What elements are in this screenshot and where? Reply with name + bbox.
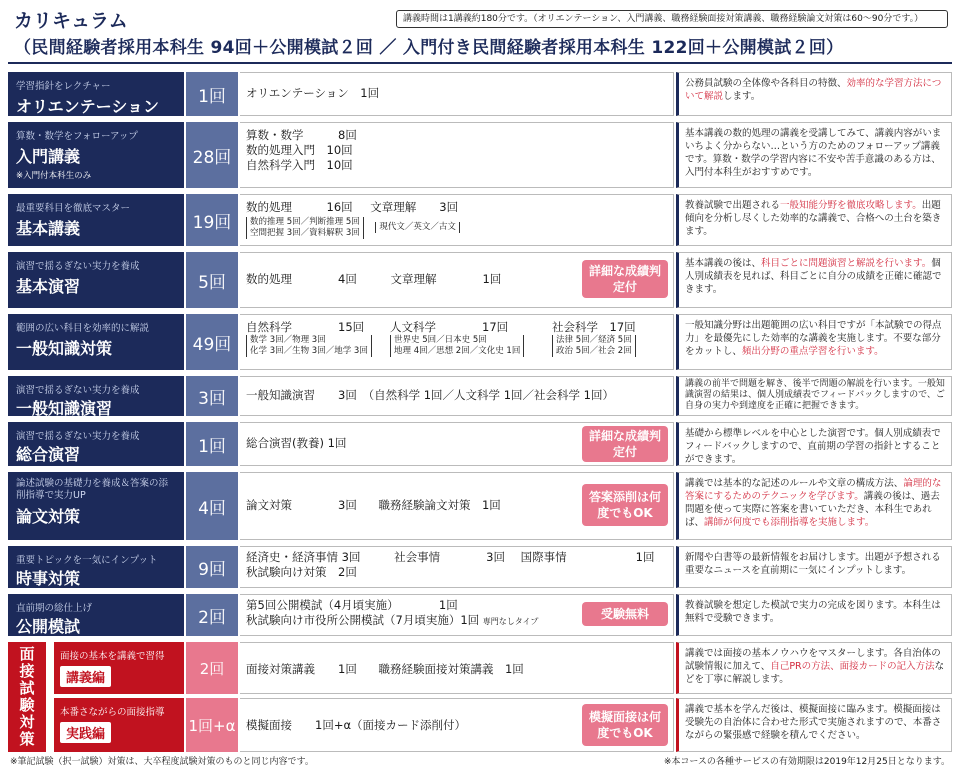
row-name: 論文対策 [16,507,81,526]
row-label [8,122,184,188]
desc-text: 講義では面接の基本ノウハウをマスターします。各自治体の試験情報に加えて、 [685,648,941,672]
row-description: 講義の前半で問題を解き、後半で問題の解説を行います。一般知識演習の結果は、個人別成績表でフィードバックしますので、ご自身の実力や到達度を正確に把握できます。 [676,376,952,416]
content-line [246,662,667,677]
desc-text: などを丁寧に解説します。 [685,661,945,685]
row-intro [8,122,952,188]
subject-column [390,320,524,357]
content-sub [246,217,667,239]
grading-badge: 詳細な成績判定付 [582,426,668,462]
row-content [240,376,674,416]
row-tag: 直前期の総仕上げ [16,603,93,614]
row-description [676,642,952,694]
breakdown-line: 数学 3回／物理 3回 [250,335,326,345]
desc-text: 講義の後は、過去問題を使って実際に答案を書いていただき、本科生であれば、 [685,491,940,528]
row-tag: 面接の基本を講義で習得 [60,651,165,662]
subject-math: 数的処理 4回 [246,272,357,286]
row-count: 1回+α [184,698,238,752]
row-description: 教養試験を想定した模試で実力の完成を図ります。本科生は無料で受験できます。 [676,594,952,636]
content-line: 数的処理入門 10回 [246,143,353,157]
row-description: 基本講義の数的処理の講義を受講してみて、講義内容がいまいちよく分からない…という方のためのフォローアップ講義です。算数・数学の学習内容に不安や苦手意識のある方は、入門付本科生がおすすめです。 [676,122,952,188]
row-label [8,422,184,466]
row-name: 入門講義 [16,147,81,166]
row-count: 1回 [184,72,238,116]
row-description [676,194,952,246]
row-count: 49回 [184,314,238,370]
grading-badge: 詳細な成績判定付 [582,260,668,298]
row-interview-practice [8,698,952,752]
correction-badge: 答案添削は何度でもOK [582,484,668,526]
subject-breakdown [552,335,636,357]
breakdown-line: 法律 5回／経済 5回 [556,335,632,345]
row-comprehensive [8,422,952,466]
subject-reading: 文章理解 3回 [370,200,459,214]
desc-text: します。 [723,91,761,102]
row-label [54,642,184,694]
row-name: 講義編 [60,666,111,687]
desc-highlight: 効率的な学習方法について解説 [685,78,942,102]
row-general-practice [8,376,952,416]
row-content [240,546,674,588]
header-divider [8,62,952,64]
desc-text: 公務員試験の全体像や各科目の特徴、 [685,78,847,89]
subject-essay: 論文対策 3回 [246,498,357,512]
row-count: 1回 [184,422,238,466]
breakdown-line: 数的推理 5回／判断推理 5回 [250,217,360,227]
row-tag: 範囲の広い科目を効率的に解説 [16,323,150,334]
row-label [8,546,184,588]
row-label [8,72,184,116]
row-description [676,472,952,540]
row-tag: 論述試験の基礎力を養成＆答案の添削指導で実力UP [16,478,169,501]
breakdown-line: 政治 5回／社会 2回 [556,346,632,356]
row-name: 実践編 [60,722,111,743]
content-line: 一般知識演習 3回 （自然科学 1回／人文科学 1回／社会科学 1回） [246,388,614,402]
subject-breakdown: 現代文／英文／古文 [375,222,460,233]
row-basic [8,194,952,246]
row-description [676,72,952,116]
subject-interview: 面接対策講義 1回 [246,662,357,676]
content-line: 第5回公開模試（4月頃実施） 1回 [246,598,458,612]
row-content [240,122,674,188]
desc-highlight: 講師が何度でも添削指導を実施します。 [704,517,875,528]
row-content [240,314,674,370]
desc-text: 基本講義の後は、 [685,258,762,269]
row-name: 総合演習 [16,445,81,464]
row-current [8,546,952,588]
row-label [8,376,184,416]
row-tag: 演習で揺るぎない実力を養成 [16,385,140,396]
row-content [240,194,674,246]
subject-math: 数的処理 16回 [246,200,353,214]
row-label [54,698,184,752]
row-label [8,472,184,540]
row-tag: 算数・数学をフォローアップ [16,131,138,142]
row-name: 公開模試 [16,617,81,636]
desc-text: 講義では基本的な記述のルールや文章の構成方法、 [685,478,904,489]
subject-work-essay: 職務経験論文対策 1回 [378,498,501,512]
row-tag: 学習指針をレクチャー [16,81,111,92]
row-count: 3回 [184,376,238,416]
row-interview-lecture [8,642,952,694]
mock-interview-badge: 模擬面接は何度でもOK [582,704,668,746]
row-name: 基本演習 [16,277,81,296]
desc-highlight: 頻出分野の重点学習を行います。 [741,346,884,357]
row-name: オリエンテーション [16,97,160,116]
row-count: 5回 [184,252,238,308]
row-count: 2回 [184,594,238,636]
footer-note-right: ※本コースの各種サービスの有効期限は2019年12月25日となります。 [663,757,950,767]
content-line: 秋試験向け対策 2回 [246,565,357,579]
desc-text: 出題傾向を分析し尽くした効率的な講義で、合格への土台を築きます。 [685,200,942,237]
content-line: 模擬面接 1回+α（面接カード添削付） [246,718,467,732]
row-label [8,252,184,308]
desc-highlight: 論理的な答案にするためのテクニックを学びます。 [685,478,942,502]
row-label [8,594,184,636]
mock-type-note: 専門なしタイプ [482,617,539,626]
desc-text: 教養試験で出題される [685,200,781,211]
row-description [676,314,952,370]
breakdown-line: 化学 3回／生物 3回／地学 3回 [250,346,368,356]
row-tag: 演習で揺るぎない実力を養成 [16,261,140,272]
row-description: 基礎から標準レベルを中心とした演習です。個人別成績表でフィードバックしますので、直前期の学習の指針とすることができます。 [676,422,952,466]
subject-economy: 経済史・経済事情 3回 [246,550,361,564]
subject-work-interview: 職務経験面接対策講義 1回 [378,662,524,676]
row-tag: 重要トピックを一気にインプット [16,555,158,566]
subject-humanities: 人文科学 17回 [390,320,509,334]
subject-breakdown [246,335,372,357]
subject-reading: 文章理解 1回 [390,272,502,286]
subject-international: 国際事情 1回 [520,550,655,564]
breakdown-line: 世界史 5回／日本史 5回 [394,335,487,345]
row-general [8,314,952,370]
page-subtitle: （民間経験者採用本科生 94回＋公開模試２回 ／ 入門付き民間経験者採用本科生 122回＋公開模試２回） [14,38,844,58]
row-name: 基本講義 [16,219,81,238]
subject-breakdown [390,335,524,357]
content-line: 総合演習(教養) 1回 [246,436,347,450]
row-count: 9回 [184,546,238,588]
row-tag: 本番さながらの面接指導 [60,707,165,718]
row-count: 4回 [184,472,238,540]
desc-highlight: 一般知能分野を徹底攻略します。 [780,200,922,211]
row-description: 講義で基本を学んだ後は、模擬面接に臨みます。模擬面接は受験先の自治体に合わせた形式で実施されますので、本番さながらの緊張感で経験を積んでください。 [676,698,952,752]
row-essay [8,472,952,540]
subject-breakdown [246,217,364,239]
row-content [240,72,674,116]
row-tag: 演習で揺るぎない実力を養成 [16,431,140,442]
row-label [8,194,184,246]
footer-note-left: ※筆記試験（択一試験）対策は、大卒程度試験対策のものと同じ内容です。 [10,757,314,767]
content-line: オリエンテーション 1回 [246,86,380,100]
breakdown-line: 地理 4回／思想 2回／文化史 1回 [394,346,521,356]
row-tag: 最重要科目を徹底マスター [16,203,131,214]
row-description: 新聞や白書等の最新情報をお届けします。出題が予想される重要なニュースを直前期に一気にインプットします。 [676,546,952,588]
subject-column [246,320,372,357]
row-count: 28回 [184,122,238,188]
mock-autumn: 秋試験向け市役所公開模試（7月頃実施）1回 [246,613,480,627]
subject-society: 社会事情 3回 [394,550,505,564]
row-mock [8,594,952,636]
row-content [240,642,674,694]
desc-highlight: 科目ごとに問題演習と解説を行います。 [761,258,932,269]
subject-column [552,320,636,357]
free-badge: 受験無料 [582,602,668,626]
content-line: 自然科学入門 10回 [246,158,353,172]
desc-text: 一般知識分野は出題範囲の広い科目ですが「本試験での得点力」を最優先にした効率的な講義を実施します。不要な部分をカットし、 [685,320,942,357]
row-name: 一般知識対策 [16,339,113,358]
row-name: 時事対策 [16,569,81,588]
lecture-time-note: 講義時間は1講義約180分です。（オリエンテーション、入門講義、職務経験面接対策講義、職務経験論文対策は60～90分です。） [396,10,948,28]
interview-vertical-text: 面 接 試 験 対 策 [19,645,35,748]
row-description [676,252,952,308]
row-orientation [8,72,952,116]
desc-text: 個人別成績表を見れば、科目ごとに自分の成績を正確に確認できます。 [685,258,942,295]
desc-highlight: 自己PRの方法、面接カードの記入方法 [770,661,935,672]
content-line [246,550,667,565]
breakdown-line: 空間把握 3回／資料解釈 3回 [250,228,360,238]
content-line: 算数・数学 8回 [246,128,357,142]
subject-social-science: 社会科学 17回 [552,320,636,334]
row-count: 19回 [184,194,238,246]
row-basic-practice [8,252,952,308]
page-title: カリキュラム [14,10,128,32]
row-label [8,314,184,370]
subject-natural-science: 自然科学 15回 [246,320,365,334]
content-line [246,200,667,215]
row-count: 2回 [184,642,238,694]
row-note: ※入門付本科生のみ [16,171,92,181]
row-name: 一般知識演習 [16,399,113,416]
